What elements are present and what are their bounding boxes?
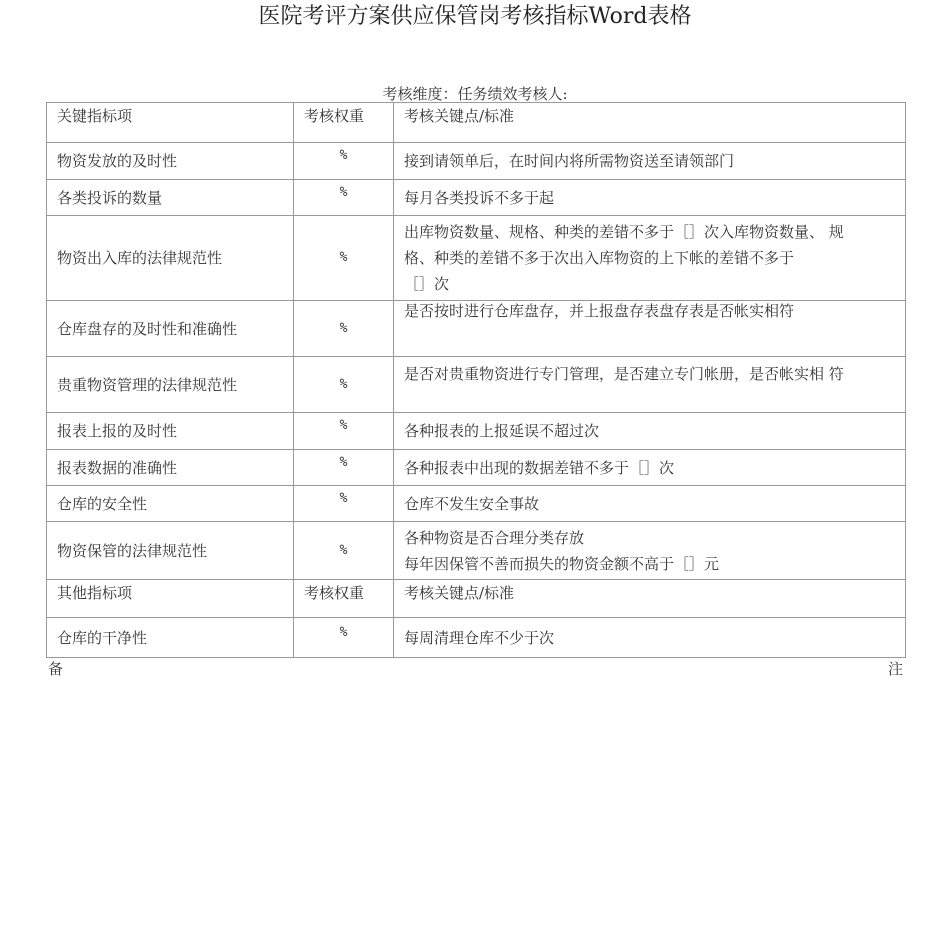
table-row	[47, 413, 906, 450]
table-row	[47, 522, 906, 580]
row-item: 物资发放的及时性	[47, 143, 294, 180]
row-criteria: 各种报表的上报延误不超过次	[394, 413, 906, 450]
row-criteria	[394, 522, 906, 580]
row-item: 报表上报的及时性	[47, 413, 294, 450]
table-row	[47, 450, 906, 486]
subheader-other-item: 其他指标项	[47, 580, 294, 618]
row-weight: %	[294, 522, 394, 580]
table-row	[47, 486, 906, 522]
row-weight: %	[294, 180, 394, 216]
subheader-weight: 考核权重	[294, 580, 394, 618]
criteria-line: 出库物资数量、规格、种类的差错不多于［］次入库物资数量、 规	[404, 223, 844, 241]
row-criteria	[394, 216, 906, 301]
table-subheader-row	[47, 580, 906, 618]
row-item: 物资出入库的法律规范性	[47, 216, 294, 301]
row-weight: %	[294, 486, 394, 522]
subheader-criteria: 考核关键点/标准	[394, 580, 906, 618]
table-header-row	[47, 103, 906, 143]
row-weight: %	[294, 143, 394, 180]
row-weight: %	[294, 450, 394, 486]
row-criteria: 接到请领单后，在时间内将所需物资送至请领部门	[394, 143, 906, 180]
row-criteria: 仓库不发生安全事故	[394, 486, 906, 522]
criteria-line: 各种物资是否合理分类存放	[404, 528, 585, 547]
row-weight: %	[294, 301, 394, 357]
row-item: 贵重物资管理的法律规范性	[47, 357, 294, 413]
criteria-line: 格、种类的差错不多于次出入库物资的上下帐的差错不多于	[404, 249, 795, 267]
assessment-dimension-line: 考核维度：任务绩效考核人:	[382, 85, 568, 103]
criteria-line: 每年因保管不善而损失的物资金额不高于［］元	[404, 554, 720, 573]
remarks-line	[46, 658, 905, 678]
row-criteria: 是否对贵重物资进行专门管理，是否建立专门帐册，是否帐实相 符	[394, 357, 906, 413]
row-criteria: 每周清理仓库不少于次	[394, 618, 906, 658]
assessment-table	[46, 102, 906, 658]
row-criteria: 是否按时进行仓库盘存，并上报盘存表盘存表是否帐实相符	[394, 301, 906, 357]
row-weight: %	[294, 618, 394, 658]
row-weight: %	[294, 216, 394, 301]
header-key-item: 关键指标项	[47, 103, 294, 143]
row-weight: %	[294, 357, 394, 413]
row-criteria: 每月各类投诉不多于起	[394, 180, 906, 216]
row-item: 报表数据的准确性	[47, 450, 294, 486]
table-row	[47, 143, 906, 180]
row-item: 仓库的干净性	[47, 618, 294, 658]
row-item: 各类投诉的数量	[47, 180, 294, 216]
header-criteria: 考核关键点/标准	[394, 103, 906, 143]
criteria-line: ［］次	[404, 275, 450, 293]
table-row	[47, 180, 906, 216]
table-row	[47, 216, 906, 301]
remarks-left-char: 备	[48, 660, 64, 678]
row-criteria: 各种报表中出现的数据差错不多于［］次	[394, 450, 906, 486]
row-item: 仓库盘存的及时性和准确性	[47, 301, 294, 357]
table-row	[47, 357, 906, 413]
table-row	[47, 618, 906, 658]
row-item: 仓库的安全性	[47, 486, 294, 522]
row-item: 物资保管的法律规范性	[47, 522, 294, 580]
header-weight: 考核权重	[294, 103, 394, 143]
row-weight: %	[294, 413, 394, 450]
remarks-right-char: 注	[887, 660, 903, 678]
document-title: 医院考评方案供应保管岗考核指标Word表格	[258, 4, 692, 29]
table-row	[47, 301, 906, 357]
